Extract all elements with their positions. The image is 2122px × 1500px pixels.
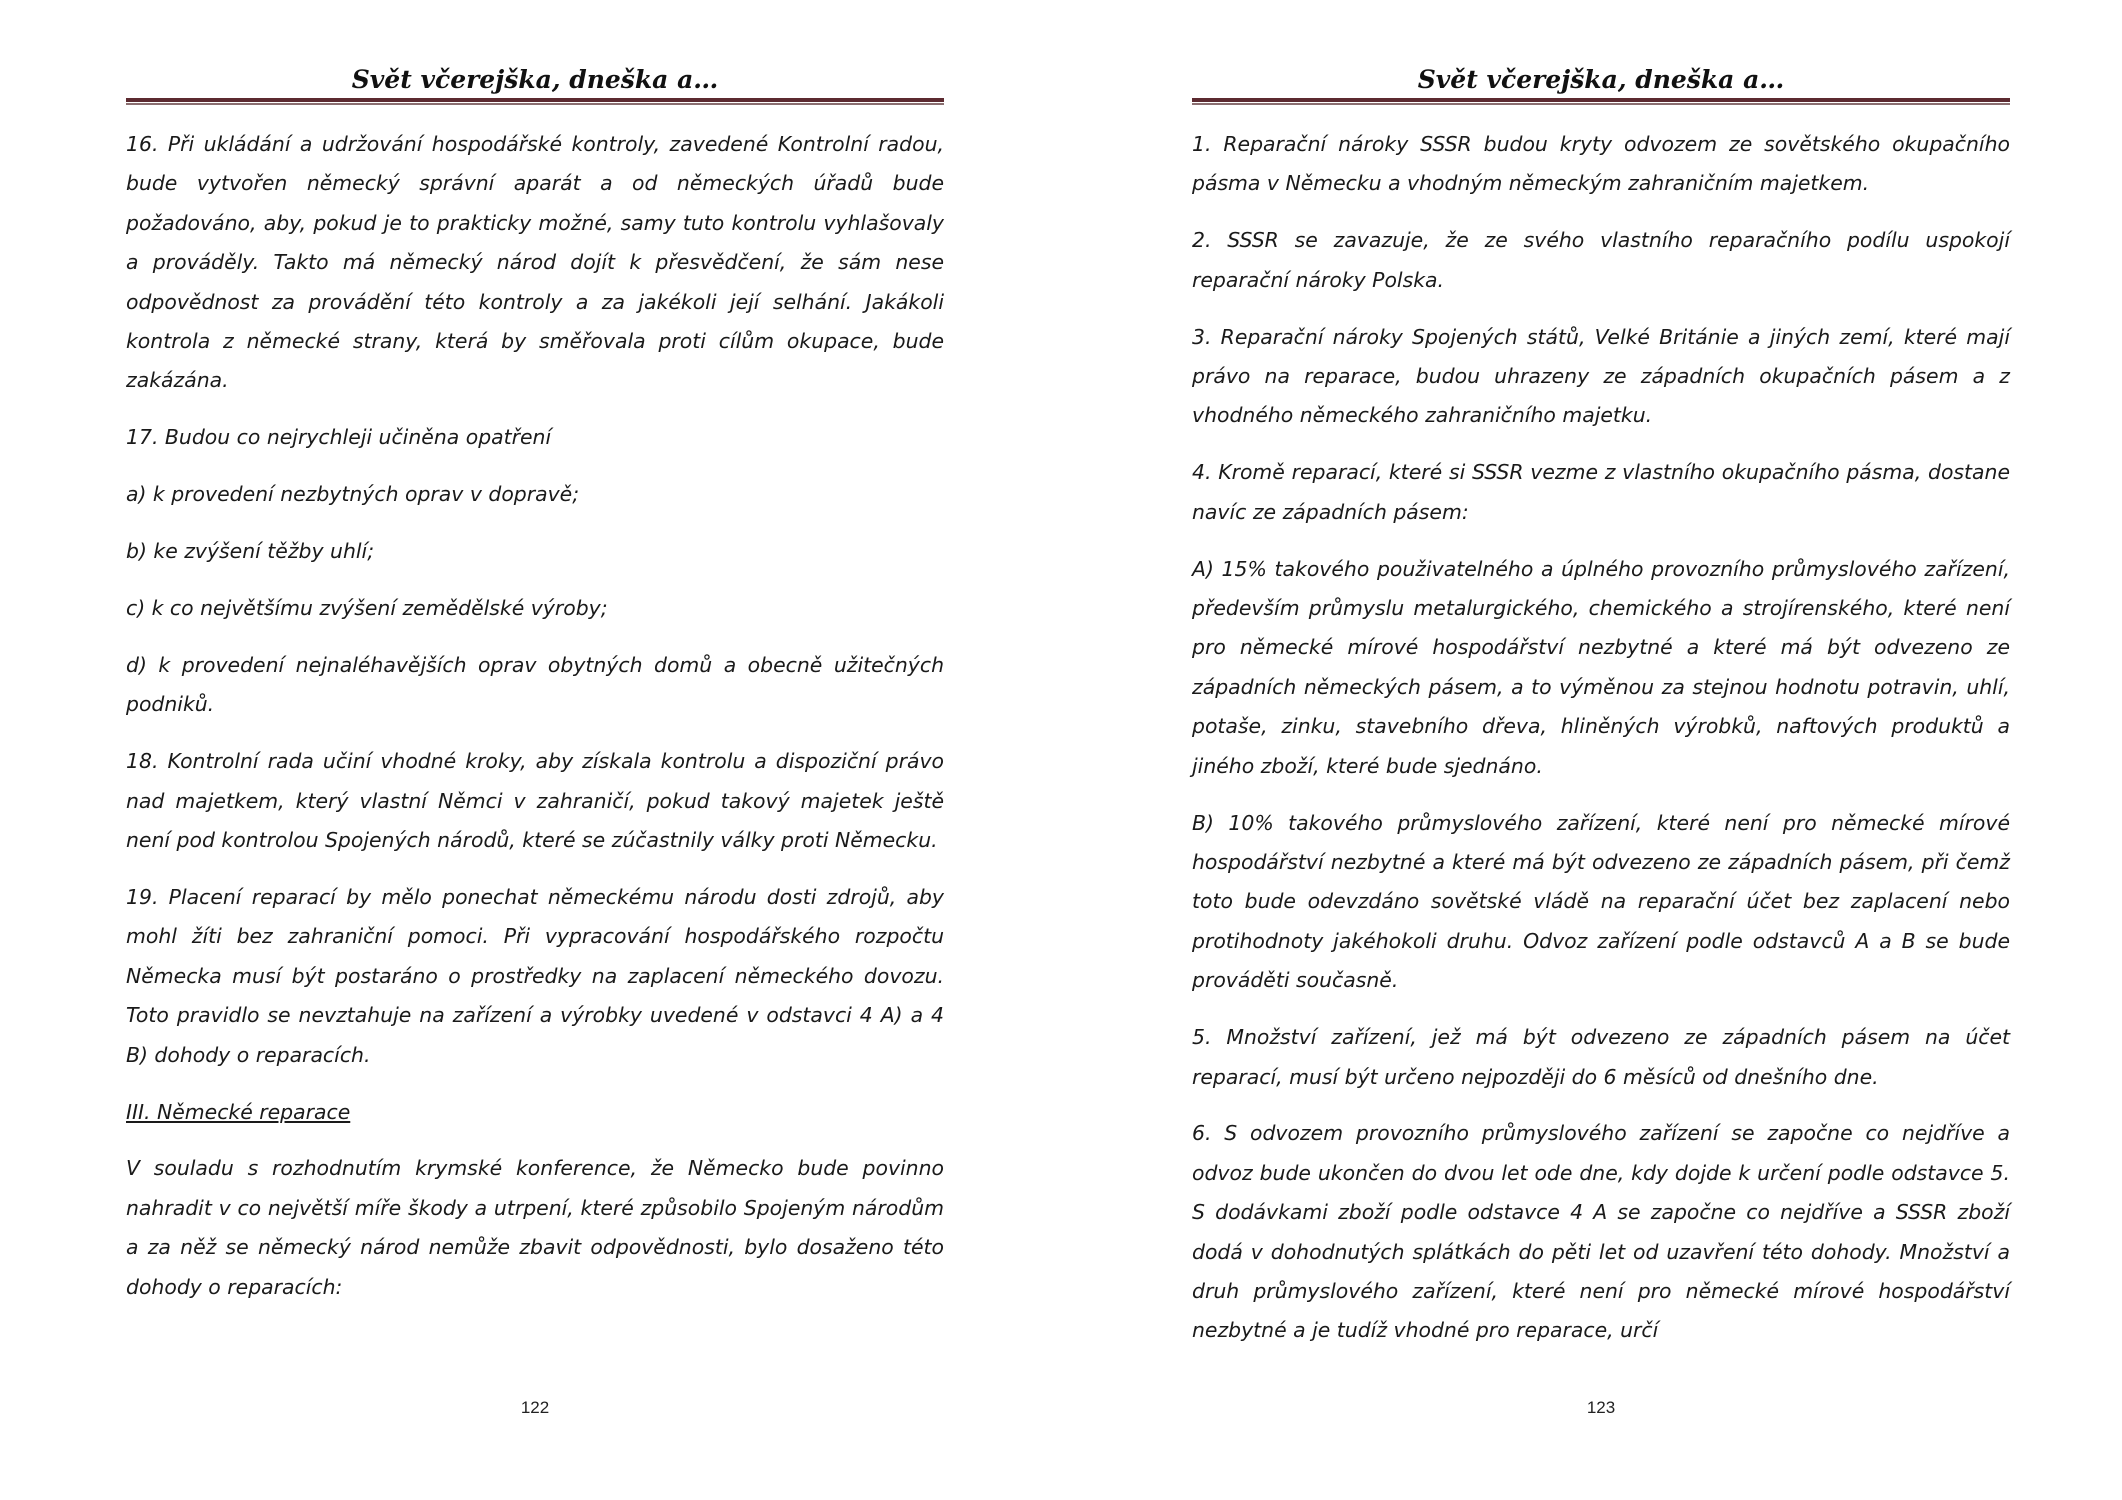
left-page — [126, 0, 944, 1500]
section-heading — [126, 1093, 944, 1132]
page-body — [1192, 125, 2010, 1368]
running-header: Svět včerejška, dneška a… — [1417, 65, 1785, 94]
header-rule-thick — [126, 98, 944, 102]
paragraph: 1. Reparační nároky SSSR budou kryty odvozem ze sovětského okupačního pásma v Německu a vhodným německým zahraničním majetkem. — [1192, 132, 2010, 196]
paragraph: a) k provedení nezbytných oprav v dopravě; — [126, 482, 580, 507]
paragraph: B) 10% takového průmyslového zařízení, které není pro německé mírové hospodářství nezbytné a které má být odvezeno ze západních pásem, při čemž toto bude odevzdáno sovětské vládě na reparační účet bez zaplacení nebo protihodnoty jakéhokoli druhu. Odvoz zařízení podle odstavců A a B se bude prováděti současně. — [1192, 810, 2010, 993]
paragraph: 18. Kontrolní rada učiní vhodné kroky, aby získala kontrolu a dispoziční právo nad majetkem, který vlastní Němci v zahraničí, pokud takový majetek ještě není pod kontrolou Spojených národů, které se zúčastnily války proti Německu. — [126, 749, 944, 853]
paragraph: b) ke zvýšení těžby uhlí; — [126, 539, 375, 564]
page-body — [126, 125, 944, 1325]
paragraph: 19. Placení reparací by mělo ponechat německému národu dosti zdrojů, aby mohl žíti bez zahraniční pomoci. Při vypracování hospodářského rozpočtu Německa musí být postaráno o prostředky na zaplacení německého dovozu. Toto pravidlo se nevztahuje na zařízení a výrobky uvedené v odstavci 4 A) a 4 B) dohody o reparacích. — [126, 885, 944, 1067]
right-page — [1192, 0, 2010, 1500]
paragraph: 17. Budou co nejrychleji učiněna opatření — [126, 425, 552, 450]
header-rule-thin — [126, 103, 944, 105]
paragraph: 6. S odvozem provozního průmyslového zařízení se započne co nejdříve a odvoz bude ukončen do dvou let ode dne, kdy dojde k určení podle odstavce 5. S dodávkami zboží podle odstavce 4 A se započne co nejdříve a SSSR zboží dodá v dohodnutých splátkách do pěti let od uzavření této dohody. Množství a druh průmyslového zařízení, které není pro německé mírové hospodářství nezbytné a je tudíž vhodné pro reparace, určí — [1192, 1121, 2010, 1343]
running-header: Svět včerejška, dneška a… — [351, 65, 719, 94]
paragraph: 2. SSSR se zavazuje, že ze svého vlastního reparačního podílu uspokojí reparační nároky Polska. — [1192, 228, 2010, 292]
paragraph: V souladu s rozhodnutím krymské konference, že Německo bude povinno nahradit v co největší míře škody a utrpení, které způsobilo Spojeným národům a za něž se německý národ nemůže zbavit odpovědnosti, bylo dosaženo této dohody o reparacích: — [126, 1156, 944, 1299]
page-number: 122 — [520, 1398, 550, 1417]
header-rule — [1192, 98, 2010, 106]
header-rule — [126, 98, 944, 106]
paragraph: A) 15% takového použivatelného a úplného provozního průmyslového zařízení, především průmyslu metalurgického, chemického a strojírenského, které není pro německé mírové hospodářství nezbytné a které má být odvezeno ze západních německých pásem, a to výměnou za stejnou hodnotu potravin, uhlí, potaše, zinku, stavebního dřeva, hliněných výrobků, naftových produktů a jiného zboží, které bude sjednáno. — [1192, 556, 2010, 778]
paragraph: 3. Reparační nároky Spojených států, Velké Británie a jiných zemí, které mají právo na reparace, budou uhrazeny ze západních okupačních pásem a z vhodného německého zahraničního majetku. — [1192, 324, 2010, 428]
page-number: 123 — [1586, 1398, 1616, 1417]
paragraph: 5. Množství zařízení, jež má být odvezeno ze západních pásem na účet reparací, musí být určeno nejpozději do 6 měsíců od dnešního dne. — [1192, 1025, 2010, 1089]
section-heading-text: III. Německé reparace — [126, 1099, 351, 1124]
header-rule-thick — [1192, 98, 2010, 102]
paragraph: 16. Při ukládání a udržování hospodářské kontroly, zavedené Kontrolní radou, bude vytvořen německý správní aparát a od německých úřadů bude požadováno, aby, pokud je to prakticky možné, samy tuto kontrolu vyhlašovaly a prováděly. Takto má německý národ dojít k přesvědčení, že sám nese odpovědnost za provádění této kontroly a za jakékoli její selhání. Jakákoli kontrola z německé strany, která by směřovala proti cílům okupace, bude zakázána. — [126, 132, 944, 393]
paragraph: 4. Kromě reparací, které si SSSR vezme z vlastního okupačního pásma, dostane navíc ze západních pásem: — [1192, 460, 2010, 524]
header-rule-thin — [1192, 103, 2010, 105]
paragraph: c) k co největšímu zvýšení zemědělské výroby; — [126, 596, 608, 621]
paragraph: d) k provedení nejnaléhavějších oprav obytných domů a obecně užitečných podniků. — [126, 652, 944, 717]
